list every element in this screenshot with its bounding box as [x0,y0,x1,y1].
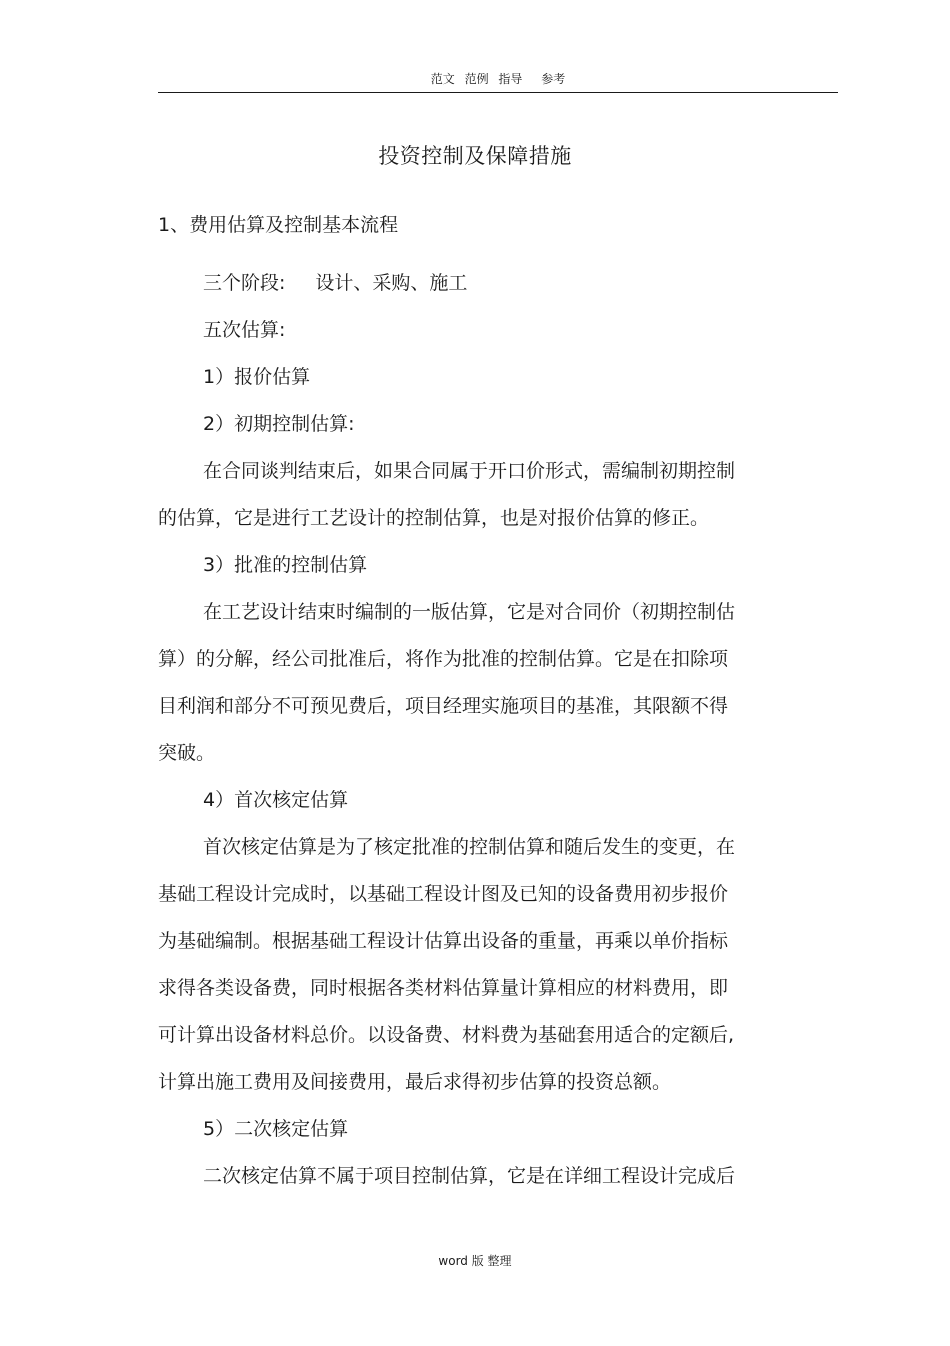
paragraph-line: 求得各类设备费，同时根据各类材料估算量计算相应的材料费用，即 [158,977,729,999]
header-item: 参考 [541,72,566,86]
item-heading: 4）首次核定估算 [203,789,349,811]
paragraph-line: 在合同谈判结束后，如果合同属于开口价形式，需编制初期控制 [203,460,736,482]
item-heading: 3）批准的控制估算 [203,554,368,576]
stages-line [203,268,467,295]
paragraph-line: 在工艺设计结束时编制的一版估算，它是对合同价（初期控制估 [203,601,736,623]
item-heading: 1）报价估算 [203,366,311,388]
stages-value: 设计、采购、施工 [315,272,468,294]
paragraph-line: 二次核定估算不属于项目控制估算，它是在详细工程设计完成后 [203,1165,736,1187]
item-heading: 2）初期控制估算: [203,413,355,435]
section-heading: 1、费用估算及控制基本流程 [158,214,399,236]
header-item: 指导 [498,72,523,86]
header-item: 范例 [464,72,489,86]
paragraph-line: 基础工程设计完成时，以基础工程设计图及已知的设备费用初步报价 [158,883,729,905]
five-estimates-label: 五次估算: [203,319,286,341]
page-header [158,72,838,93]
paragraph-line: 算）的分解，经公司批准后，将作为批准的控制估算。它是在扣除项 [158,648,729,670]
paragraph-line: 计算出施工费用及间接费用，最后求得初步估算的投资总额。 [158,1071,672,1093]
paragraph-line: 突破。 [158,742,216,764]
paragraph-line: 为基础编制。根据基础工程设计估算出设备的重量，再乘以单价指标 [158,930,729,952]
header-item: 范文 [430,72,455,86]
document-title: 投资控制及保障措施 [378,144,572,168]
paragraph-line: 可计算出设备材料总价。以设备费、材料费为基础套用适合的定额后, [158,1024,735,1046]
paragraph-line: 目利润和部分不可预见费后，项目经理实施项目的基准，其限额不得 [158,695,729,717]
paragraph-line: 首次核定估算是为了核定批准的控制估算和随后发生的变更，在 [203,836,736,858]
item-heading: 5）二次核定估算 [203,1118,349,1140]
paragraph-line: 的估算，它是进行工艺设计的控制估算，也是对报价估算的修正。 [158,507,710,529]
page-footer: word 版 整理 [438,1254,512,1268]
stages-label: 三个阶段: [203,272,286,294]
